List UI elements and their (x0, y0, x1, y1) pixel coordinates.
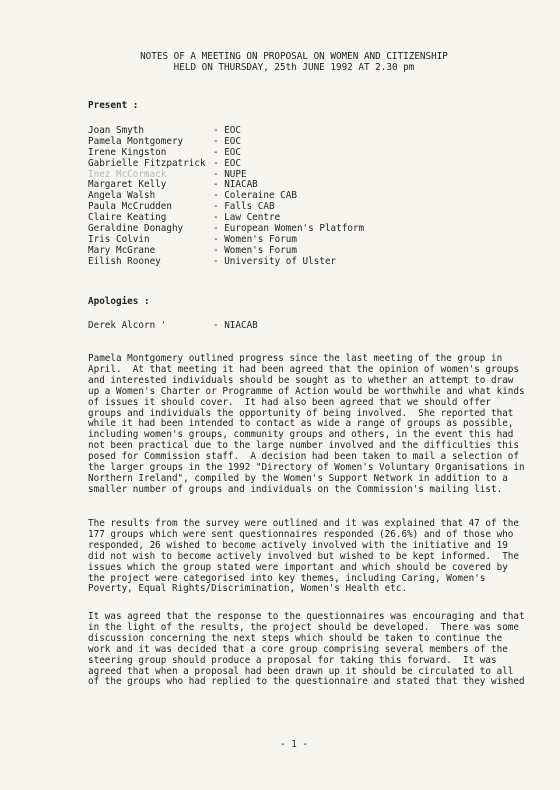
attendee-name: Iris Colvin (88, 233, 150, 245)
attendee-name: Claire Keating (88, 212, 167, 224)
text-line: The results from the survey were outlined and it was explained that 47 of the (88, 518, 519, 529)
attendee-name: Angela Walsh (88, 190, 156, 202)
text-line: of the groups who had replied to the questionnaire and stated that they wished (88, 676, 525, 688)
text-line: the project were categorised into key themes, including Caring, Women's (88, 572, 486, 584)
title-line-2: HELD ON THURSDAY, 25th JUNE 1992 AT 2.30 pm (173, 61, 415, 73)
text-line: steering group should produce a proposal for taking this forward. It was (88, 654, 497, 666)
text-line: groups and individuals the opportunity of being involved. She reported that (88, 407, 514, 419)
paragraph-3 (88, 612, 548, 688)
text-line: Pamela Montgomery outlined progress since the last meeting of the group in (88, 353, 503, 364)
page-number: - 1 - (280, 739, 308, 750)
text-line: April. At that meeting it had been agreed that the opinion of women's groups (88, 363, 519, 375)
text-line: not been practical due to the large number involved and the difficulties this (88, 440, 519, 452)
text-line: Poverty, Equal Rights/Discrimination, Women's Health etc. (88, 583, 408, 595)
attendee-org: - European Women's Platform (213, 223, 365, 235)
attendee-org: - EOC (213, 135, 241, 147)
text-line: and interested individuals should be sought as to whether an attempt to draw (88, 374, 514, 386)
text-line: 177 groups which were sent questionnaires responded (26.6%) and of those who (88, 528, 514, 540)
text-line: while it had been intended to contact as wide a range of groups as possible, (88, 418, 514, 430)
attendee-name: Mary McGrane (88, 244, 156, 256)
attendee-org: - Law Centre (213, 212, 281, 224)
attendee-name: Eilish Rooney (88, 255, 161, 267)
attendee-row (88, 159, 364, 170)
paragraph-1 (88, 354, 548, 496)
text-line: posed for Commission staff. A decision had been taken to mail a selection of (88, 451, 519, 463)
attendee-org: - Coleraine CAB (213, 190, 297, 202)
apologies-heading: Apologies : (88, 296, 150, 307)
attendee-org: - Falls CAB (213, 201, 275, 213)
document-title (0, 52, 560, 74)
apologies-list (88, 321, 258, 332)
present-list (88, 126, 364, 268)
attendee-org: - EOC (213, 157, 241, 169)
attendee-org: - Women's Forum (213, 244, 297, 256)
attendee-org: - EOC (213, 125, 241, 136)
attendee-org: - Women's Forum (213, 233, 297, 245)
text-line: up a Women's Charter or Programme of Action would be worthwhile and what kinds (88, 385, 525, 397)
text-line: smaller number of groups and individuals on the Commission's mailing list. (88, 483, 503, 495)
attendee-name: Derek Alcorn ' (88, 320, 167, 331)
text-line: the larger groups in the 1992 "Directory of Women's Voluntary Organisations in (88, 462, 525, 474)
attendee-org: - University of Ulster (213, 255, 337, 267)
text-line: agreed that when a proposal had been drawn up it should be circulated to all (88, 665, 514, 677)
attendee-name: Margaret Kelly (88, 179, 167, 191)
text-line: discussion concerning the next steps which should be taken to continue the (88, 632, 503, 644)
attendee-name: Geraldine Donaghy (88, 223, 184, 235)
text-line: in the light of the results, the project should be developed. There was some (88, 621, 519, 633)
attendee-name: Gabrielle Fitzpatrick (88, 157, 206, 169)
attendee-org: - EOC (213, 146, 241, 158)
text-line: It was agreed that the response to the questionnaires was encouraging and that (88, 611, 525, 622)
attendee-name: Pamela Montgomery (88, 135, 184, 147)
attendee-row (88, 257, 364, 268)
text-line: issues which the group stated were important and which should be covered by (88, 561, 508, 573)
text-line: of issues it should cover. It had also been agreed that we should offer (88, 396, 491, 408)
attendee-org: - NIACAB (213, 320, 258, 331)
text-line: responded, 26 wished to become actively involved with the initiative and 19 (88, 539, 508, 551)
attendee-name: Inez McCormack (88, 168, 167, 180)
text-line: Northern Ireland", compiled by the Women's Support Network in addition to a (88, 472, 508, 484)
paragraph-2 (88, 519, 548, 595)
text-line: work and it was decided that a core group comprising several members of the (88, 643, 508, 655)
attendee-name: Irene Kingston (88, 146, 167, 158)
text-line: including women's groups, community groups and others, in the event this had (88, 429, 514, 441)
attendee-org: - NIACAB (213, 179, 258, 191)
attendee-row (88, 321, 258, 332)
text-line: did not wish to become actively involved but wished to be kept informed. The (88, 550, 519, 562)
present-heading: Present : (88, 100, 139, 111)
attendee-name: Joan Smyth (88, 125, 144, 136)
attendee-name: Paula McCrudden (88, 201, 172, 213)
title-line-1: NOTES OF A MEETING ON PROPOSAL ON WOMEN AND CITIZENSHIP (140, 51, 448, 62)
attendee-org: - NUPE (213, 168, 247, 180)
